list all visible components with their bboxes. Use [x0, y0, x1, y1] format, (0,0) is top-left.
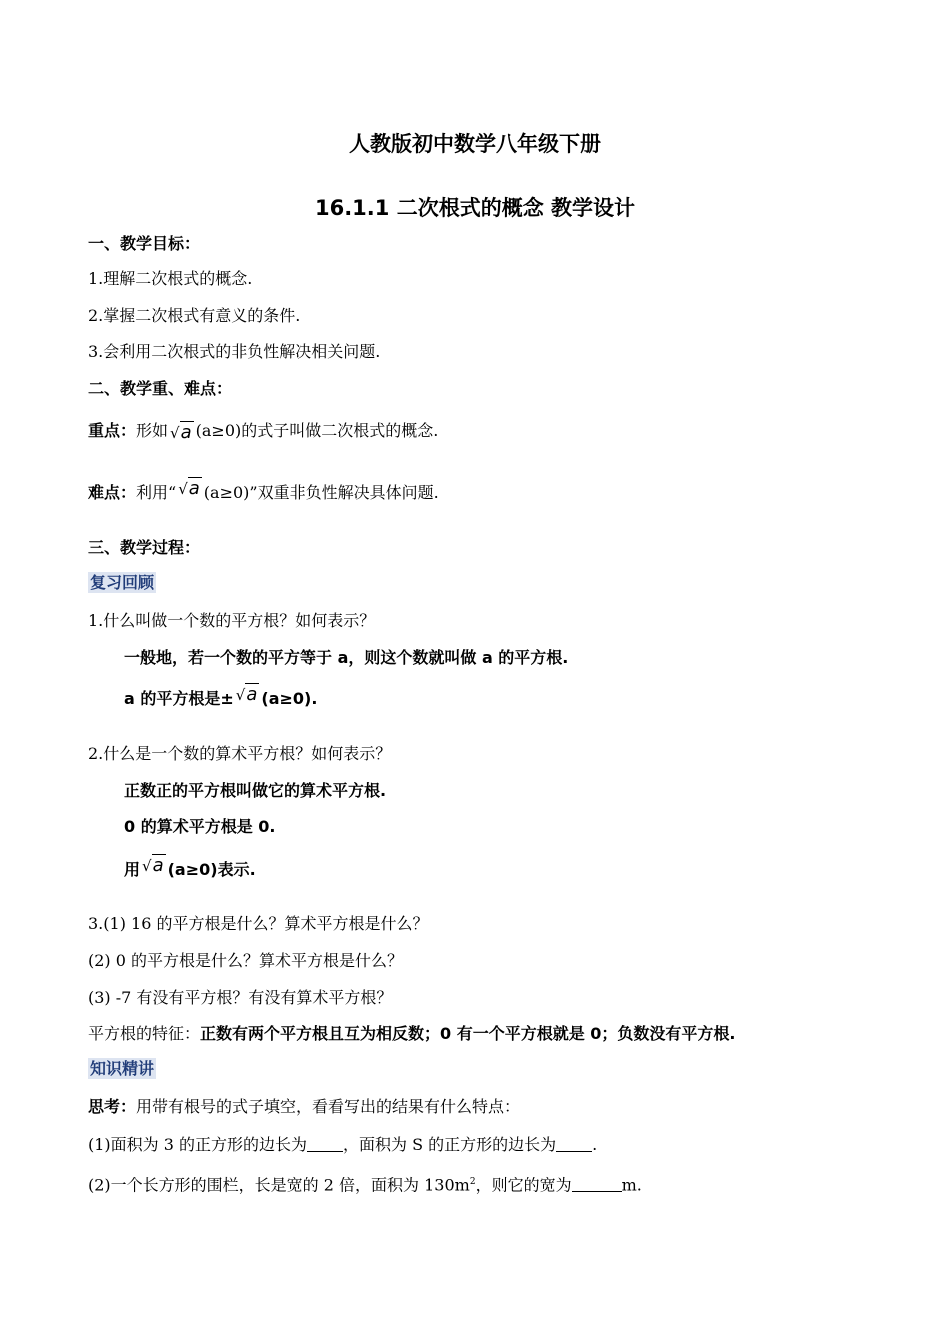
- sqrt-a-formula: √a: [142, 855, 164, 876]
- sqrt-a-formula: √a: [170, 422, 192, 443]
- sqrt-a-formula: √a: [178, 478, 200, 499]
- answer-blank: [307, 1137, 343, 1152]
- key-point-text: 的式子叫做二次根式的概念.: [241, 421, 439, 440]
- objective-item: 3.会利用二次根式的非负性解决相关问题.: [88, 342, 381, 361]
- difficult-point-text: ”双重非负性解决具体问题.: [249, 483, 439, 502]
- think-text: 用带有根号的式子填空，看看写出的结果有什么特点：: [136, 1097, 521, 1116]
- key-point-text: 形如: [136, 421, 169, 440]
- features-text: 正数有两个平方根且互为相反数；0 有一个平方根就是 0；负数没有平方根.: [200, 1024, 736, 1043]
- problem-2: (2)一个长方形的围栏，长是宽的 2 倍，面积为 $130m^2$，则它的宽为 m.: [88, 1175, 642, 1195]
- answer-2-line-1: 正数正的平方根叫做它的算术平方根.: [124, 781, 387, 800]
- condition-text: (a≥0): [167, 860, 218, 879]
- difficult-point-label: 难点：: [88, 483, 137, 502]
- knowledge-heading: [88, 1058, 156, 1080]
- think-label: 思考：: [88, 1097, 137, 1116]
- square-root-features: [88, 1023, 736, 1045]
- question-3-part-3: (3) -7 有没有平方根？有没有算术平方根？: [88, 988, 393, 1007]
- answer-1-line-2: a 的平方根是± √a (a≥0).: [124, 684, 318, 708]
- question-3-part-2: (2) 0 的平方根是什么？算术平方根是什么？: [88, 951, 404, 970]
- question-1: 1.什么叫做一个数的平方根？如何表示？: [88, 611, 376, 630]
- think-line: [88, 1096, 520, 1118]
- question-3-part-1: 3.(1) 16 的平方根是什么？算术平方根是什么？: [88, 914, 429, 933]
- key-point-line: [88, 420, 438, 444]
- difficult-point-text: 利用“: [136, 483, 177, 502]
- answer-blank: [556, 1137, 592, 1152]
- difficult-point-line: [88, 478, 439, 506]
- review-label: 复习回顾: [90, 573, 155, 592]
- question-2: 2.什么是一个数的算术平方根？如何表示？: [88, 744, 392, 763]
- condition-text: (a≥0).: [261, 689, 318, 708]
- document-title: 人教版初中数学八年级下册: [349, 132, 601, 156]
- section-heading-key-points: 二、教学重、难点：: [88, 379, 233, 398]
- key-point-label: 重点：: [88, 421, 137, 440]
- sqrt-a-formula: √a: [235, 684, 258, 705]
- condition-text: (a≥0): [203, 483, 250, 502]
- objective-item: 1.理解二次根式的概念.: [88, 269, 253, 288]
- lesson-title: 16.1.1 二次根式的概念 教学设计: [314, 196, 636, 220]
- objective-item: 2.掌握二次根式有意义的条件.: [88, 306, 301, 325]
- answer-2-line-2: 0 的算术平方根是 0.: [124, 817, 276, 836]
- knowledge-label: 知识精讲: [90, 1059, 155, 1078]
- review-heading: [88, 572, 156, 594]
- section-heading-process: 三、教学过程：: [88, 538, 201, 557]
- condition-text: (a≥0): [195, 421, 242, 440]
- answer-2-line-3: 用 √a (a≥0)表示.: [124, 855, 256, 879]
- features-label: 平方根的特征：: [88, 1024, 201, 1043]
- answer-blank: [572, 1177, 622, 1192]
- section-heading-objectives: 一、教学目标：: [88, 234, 201, 253]
- answer-1-line-1: 一般地，若一个数的平方等于 a，则这个数就叫做 a 的平方根.: [124, 648, 569, 667]
- superscript-2: 2: [469, 1177, 476, 1187]
- problem-1: (1)面积为 3 的正方形的边长为 ，面积为 S 的正方形的边长为 .: [88, 1135, 598, 1154]
